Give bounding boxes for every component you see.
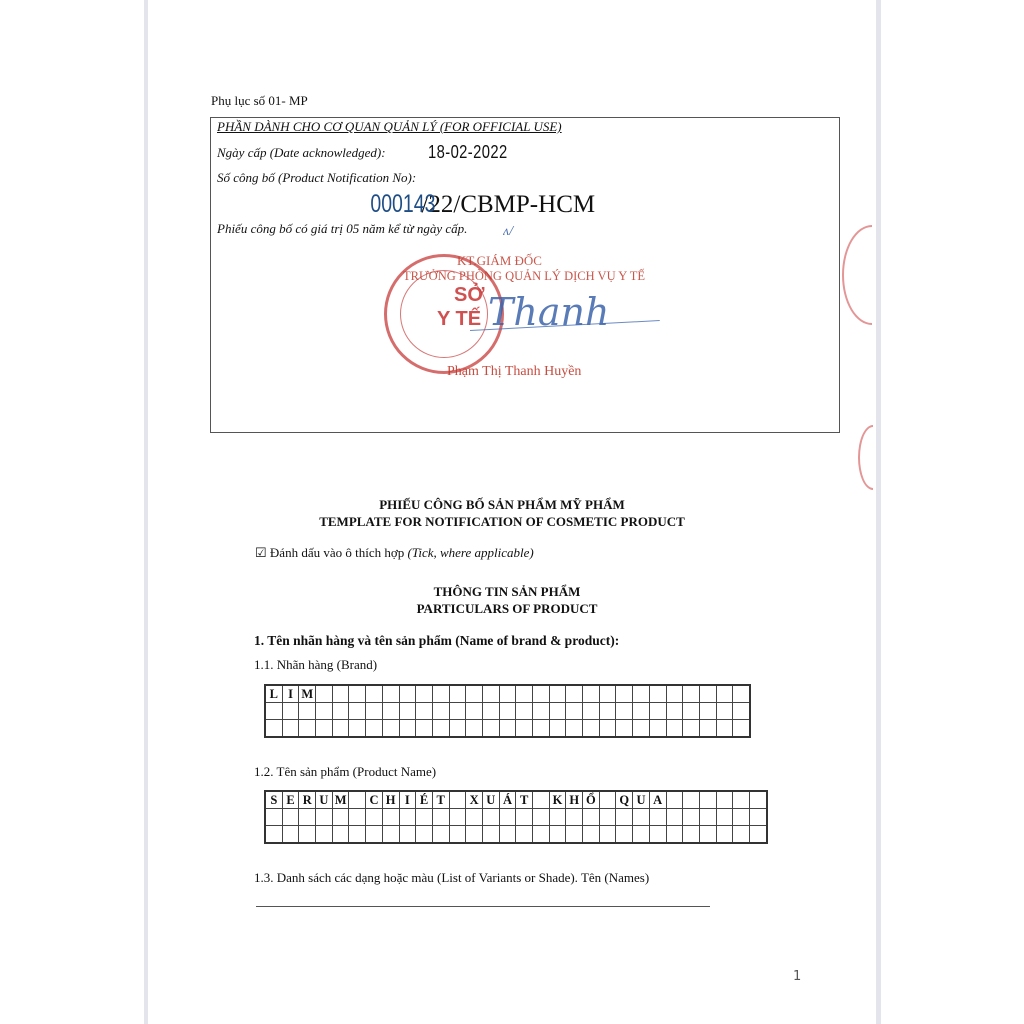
grid-cell[interactable] (382, 703, 399, 720)
grid-cell[interactable] (416, 685, 433, 703)
grid-cell[interactable]: Ổ (583, 791, 600, 809)
grid-cell[interactable] (349, 685, 366, 703)
grid-cell[interactable] (583, 703, 600, 720)
grid-cell[interactable]: A (649, 791, 666, 809)
grid-cell[interactable] (416, 720, 433, 738)
grid-cell[interactable] (332, 720, 349, 738)
grid-cell[interactable] (716, 703, 733, 720)
grid-cell[interactable] (666, 809, 683, 826)
grid-cell[interactable] (599, 826, 616, 844)
grid-cell[interactable] (633, 826, 650, 844)
grid-cell[interactable] (683, 685, 700, 703)
grid-cell[interactable] (265, 826, 282, 844)
grid-cell[interactable] (349, 720, 366, 738)
grid-cell[interactable] (265, 809, 282, 826)
grid-cell[interactable] (699, 826, 716, 844)
grid-cell[interactable]: M (332, 791, 349, 809)
grid-cell[interactable] (649, 720, 666, 738)
grid-cell[interactable] (549, 685, 566, 703)
grid-cell[interactable] (466, 826, 483, 844)
grid-cell[interactable] (733, 685, 750, 703)
grid-cell[interactable] (432, 685, 449, 703)
grid-cell[interactable] (399, 826, 416, 844)
date-acknowledged-label: Ngày cấp (Date acknowledged): (217, 145, 386, 160)
grid-cell[interactable] (349, 809, 366, 826)
grid-cell[interactable]: U (633, 791, 650, 809)
grid-cell[interactable] (733, 826, 750, 844)
grid-cell[interactable]: E (282, 791, 299, 809)
grid-row (265, 809, 767, 826)
grid-cell[interactable] (466, 703, 483, 720)
grid-row (265, 703, 750, 720)
grid-cell[interactable] (566, 720, 583, 738)
grid-cell[interactable] (449, 791, 466, 809)
grid-cell[interactable] (399, 809, 416, 826)
grid-cell[interactable] (549, 703, 566, 720)
signer-title-1: KT.GIÁM ĐỐC (457, 253, 542, 268)
variants-blank-line[interactable] (256, 906, 710, 907)
grid-cell[interactable] (566, 685, 583, 703)
grid-cell[interactable] (499, 703, 516, 720)
grid-cell[interactable] (683, 826, 700, 844)
date-acknowledged-value: 18-02-2022 (428, 142, 508, 162)
grid-cell[interactable] (432, 826, 449, 844)
grid-cell[interactable] (716, 809, 733, 826)
grid-cell[interactable] (599, 703, 616, 720)
grid-cell[interactable] (482, 703, 499, 720)
grid-cell[interactable] (482, 826, 499, 844)
grid-cell[interactable] (749, 826, 766, 844)
notification-number-highlight: 000143 (370, 190, 436, 218)
grid-cell[interactable] (516, 720, 533, 738)
grid-cell[interactable] (616, 809, 633, 826)
grid-cell[interactable] (583, 809, 600, 826)
grid-cell[interactable] (382, 826, 399, 844)
grid-cell[interactable]: K (549, 791, 566, 809)
grid-row (265, 791, 767, 809)
grid-cell[interactable] (449, 685, 466, 703)
grid-cell[interactable] (316, 720, 333, 738)
validity-text: Phiếu công bố có giá trị 05 năm kể từ ngày cấp. (217, 221, 468, 236)
grid-cell[interactable] (516, 809, 533, 826)
grid-cell[interactable] (733, 703, 750, 720)
grid-cell[interactable] (516, 826, 533, 844)
grid-cell[interactable]: U (482, 791, 499, 809)
grid-cell[interactable]: R (299, 791, 316, 809)
grid-cell[interactable] (349, 791, 366, 809)
grid-cell[interactable] (265, 703, 282, 720)
grid-cell[interactable]: I (282, 685, 299, 703)
grid-cell[interactable] (599, 809, 616, 826)
stamp-text-line-1: SỞ (454, 284, 485, 306)
grid-cell[interactable]: É (416, 791, 433, 809)
grid-row (265, 826, 767, 844)
grid-cell[interactable] (432, 809, 449, 826)
grid-cell[interactable] (516, 703, 533, 720)
grid-cell[interactable]: Q (616, 791, 633, 809)
grid-cell[interactable]: I (399, 791, 416, 809)
grid-cell[interactable] (533, 826, 550, 844)
grid-cell[interactable] (649, 809, 666, 826)
grid-cell[interactable]: U (316, 791, 333, 809)
grid-cell[interactable] (482, 720, 499, 738)
grid-cell[interactable] (649, 685, 666, 703)
grid-cell[interactable] (533, 791, 550, 809)
grid-cell[interactable] (699, 685, 716, 703)
grid-cell[interactable] (616, 826, 633, 844)
page-number: 1 (793, 969, 802, 984)
grid-cell[interactable] (699, 703, 716, 720)
section-1-1-label: 1.1. Nhãn hàng (Brand) (254, 657, 378, 672)
grid-cell[interactable]: M (299, 685, 316, 703)
grid-cell[interactable] (633, 809, 650, 826)
grid-cell[interactable] (633, 720, 650, 738)
grid-cell[interactable] (382, 809, 399, 826)
stamp-text-line-2: Y TẾ (437, 308, 482, 330)
official-use-title: PHẦN DÀNH CHO CƠ QUAN QUẢN LÝ (FOR OFFICIAL USE) (217, 119, 562, 134)
grid-cell[interactable]: S (265, 791, 282, 809)
grid-cell[interactable] (616, 720, 633, 738)
grid-cell[interactable] (366, 720, 383, 738)
grid-row (265, 720, 750, 738)
grid-cell[interactable] (366, 685, 383, 703)
grid-cell[interactable] (749, 809, 766, 826)
grid-cell[interactable] (549, 809, 566, 826)
grid-cell[interactable] (349, 826, 366, 844)
grid-cell[interactable] (382, 720, 399, 738)
grid-cell[interactable] (716, 791, 733, 809)
grid-cell[interactable] (583, 826, 600, 844)
grid-cell[interactable] (516, 685, 533, 703)
grid-cell[interactable] (666, 703, 683, 720)
grid-cell[interactable] (449, 826, 466, 844)
brand-grid[interactable] (264, 684, 751, 738)
grid-cell[interactable] (499, 809, 516, 826)
grid-cell[interactable] (416, 826, 433, 844)
grid-cell[interactable] (616, 703, 633, 720)
grid-cell[interactable] (699, 809, 716, 826)
grid-cell[interactable]: H (382, 791, 399, 809)
notification-number (352, 190, 595, 219)
grid-cell[interactable]: T (516, 791, 533, 809)
grid-cell[interactable] (666, 791, 683, 809)
grid-cell[interactable] (666, 826, 683, 844)
grid-cell[interactable] (633, 703, 650, 720)
grid-cell[interactable] (482, 809, 499, 826)
grid-cell[interactable] (499, 720, 516, 738)
grid-cell[interactable] (316, 685, 333, 703)
grid-cell[interactable] (449, 809, 466, 826)
grid-cell[interactable] (316, 809, 333, 826)
grid-cell[interactable] (299, 720, 316, 738)
grid-cell[interactable] (649, 703, 666, 720)
grid-cell[interactable] (533, 809, 550, 826)
grid-cell[interactable] (533, 703, 550, 720)
grid-cell[interactable] (649, 826, 666, 844)
grid-cell[interactable] (599, 685, 616, 703)
grid-cell[interactable] (332, 809, 349, 826)
tick-instruction-en: (Tick, where applicable) (407, 545, 534, 560)
grid-cell[interactable] (566, 703, 583, 720)
grid-cell[interactable] (499, 826, 516, 844)
grid-cell[interactable] (282, 703, 299, 720)
grid-cell[interactable] (265, 720, 282, 738)
grid-cell[interactable] (566, 809, 583, 826)
grid-cell[interactable] (366, 703, 383, 720)
grid-cell[interactable] (282, 809, 299, 826)
grid-cell[interactable] (533, 720, 550, 738)
grid-cell[interactable] (583, 720, 600, 738)
grid-cell[interactable] (666, 685, 683, 703)
grid-cell[interactable] (733, 720, 750, 738)
notification-number-label: Số công bố (Product Notification No): (217, 170, 417, 185)
tick-instruction (255, 545, 534, 561)
initial-mark: ʌ/ (503, 224, 514, 239)
grid-cell[interactable] (432, 720, 449, 738)
grid-cell[interactable] (349, 703, 366, 720)
grid-cell[interactable] (466, 685, 483, 703)
grid-cell[interactable]: T (432, 791, 449, 809)
product-name-grid[interactable] (264, 790, 768, 844)
grid-cell[interactable] (549, 720, 566, 738)
grid-cell[interactable]: H (566, 791, 583, 809)
section-title-en: PARTICULARS OF PRODUCT (416, 601, 598, 616)
grid-cell[interactable] (716, 685, 733, 703)
grid-cell[interactable] (683, 720, 700, 738)
grid-cell[interactable] (416, 703, 433, 720)
section-1-2-label: 1.2. Tên sản phẩm (Product Name) (254, 764, 437, 779)
grid-cell[interactable] (482, 685, 499, 703)
grid-cell[interactable] (332, 703, 349, 720)
grid-cell[interactable] (399, 685, 416, 703)
grid-cell[interactable]: C (366, 791, 383, 809)
grid-cell[interactable] (716, 826, 733, 844)
grid-cell[interactable]: X (466, 791, 483, 809)
form-title-vi: PHIẾU CÔNG BỐ SẢN PHẨM MỸ PHẨM (379, 497, 625, 512)
form-title-en: TEMPLATE FOR NOTIFICATION OF COSMETIC PRODUCT (319, 514, 685, 529)
grid-cell[interactable] (733, 791, 750, 809)
grid-cell[interactable] (299, 703, 316, 720)
grid-cell[interactable] (449, 703, 466, 720)
grid-cell[interactable] (366, 809, 383, 826)
grid-cell[interactable] (583, 685, 600, 703)
grid-cell[interactable] (749, 791, 766, 809)
notification-number-suffix: /22/CBMP-HCM (421, 191, 596, 218)
signer-name: Phạm Thị Thanh Huyền (447, 364, 582, 379)
grid-cell[interactable] (533, 685, 550, 703)
signature: Thanh (488, 290, 610, 334)
grid-cell[interactable] (566, 826, 583, 844)
grid-cell[interactable] (432, 703, 449, 720)
section-title-vi: THÔNG TIN SẢN PHẨM (433, 584, 581, 599)
grid-cell[interactable] (683, 791, 700, 809)
grid-cell[interactable] (733, 809, 750, 826)
grid-cell[interactable] (332, 685, 349, 703)
section-1-heading: 1. Tên nhãn hàng và tên sản phẩm (Name of brand & product): (254, 633, 620, 648)
signer-title-2: TRƯỞNG PHÒNG QUẢN LÝ DỊCH VỤ Y TẾ (403, 269, 645, 283)
grid-row (265, 685, 750, 703)
grid-cell[interactable]: Á (499, 791, 516, 809)
grid-cell[interactable] (599, 791, 616, 809)
grid-cell[interactable] (399, 720, 416, 738)
grid-cell[interactable] (499, 685, 516, 703)
grid-cell[interactable] (399, 703, 416, 720)
grid-cell[interactable] (616, 685, 633, 703)
grid-cell[interactable] (299, 826, 316, 844)
grid-cell[interactable] (282, 826, 299, 844)
grid-cell[interactable] (683, 809, 700, 826)
tick-instruction-vi: ☑ Đánh dấu vào ô thích hợp (255, 545, 405, 560)
grid-cell[interactable] (699, 720, 716, 738)
grid-cell[interactable] (683, 703, 700, 720)
grid-cell[interactable] (332, 826, 349, 844)
grid-cell[interactable] (666, 720, 683, 738)
grid-cell[interactable] (549, 826, 566, 844)
grid-cell[interactable] (466, 720, 483, 738)
grid-cell[interactable] (316, 703, 333, 720)
grid-cell[interactable] (366, 826, 383, 844)
grid-cell[interactable] (299, 809, 316, 826)
grid-cell[interactable] (449, 720, 466, 738)
grid-cell[interactable] (599, 720, 616, 738)
grid-cell[interactable]: L (265, 685, 282, 703)
grid-cell[interactable] (699, 791, 716, 809)
grid-cell[interactable] (466, 809, 483, 826)
grid-cell[interactable] (382, 685, 399, 703)
appendix-label: Phụ lục số 01- MP (211, 93, 308, 108)
section-1-3-label: 1.3. Danh sách các dạng hoặc màu (List of Variants or Shade). Tên (Names) (254, 870, 650, 885)
grid-cell[interactable] (282, 720, 299, 738)
grid-cell[interactable] (316, 826, 333, 844)
grid-cell[interactable] (633, 685, 650, 703)
grid-cell[interactable] (416, 809, 433, 826)
grid-cell[interactable] (716, 720, 733, 738)
